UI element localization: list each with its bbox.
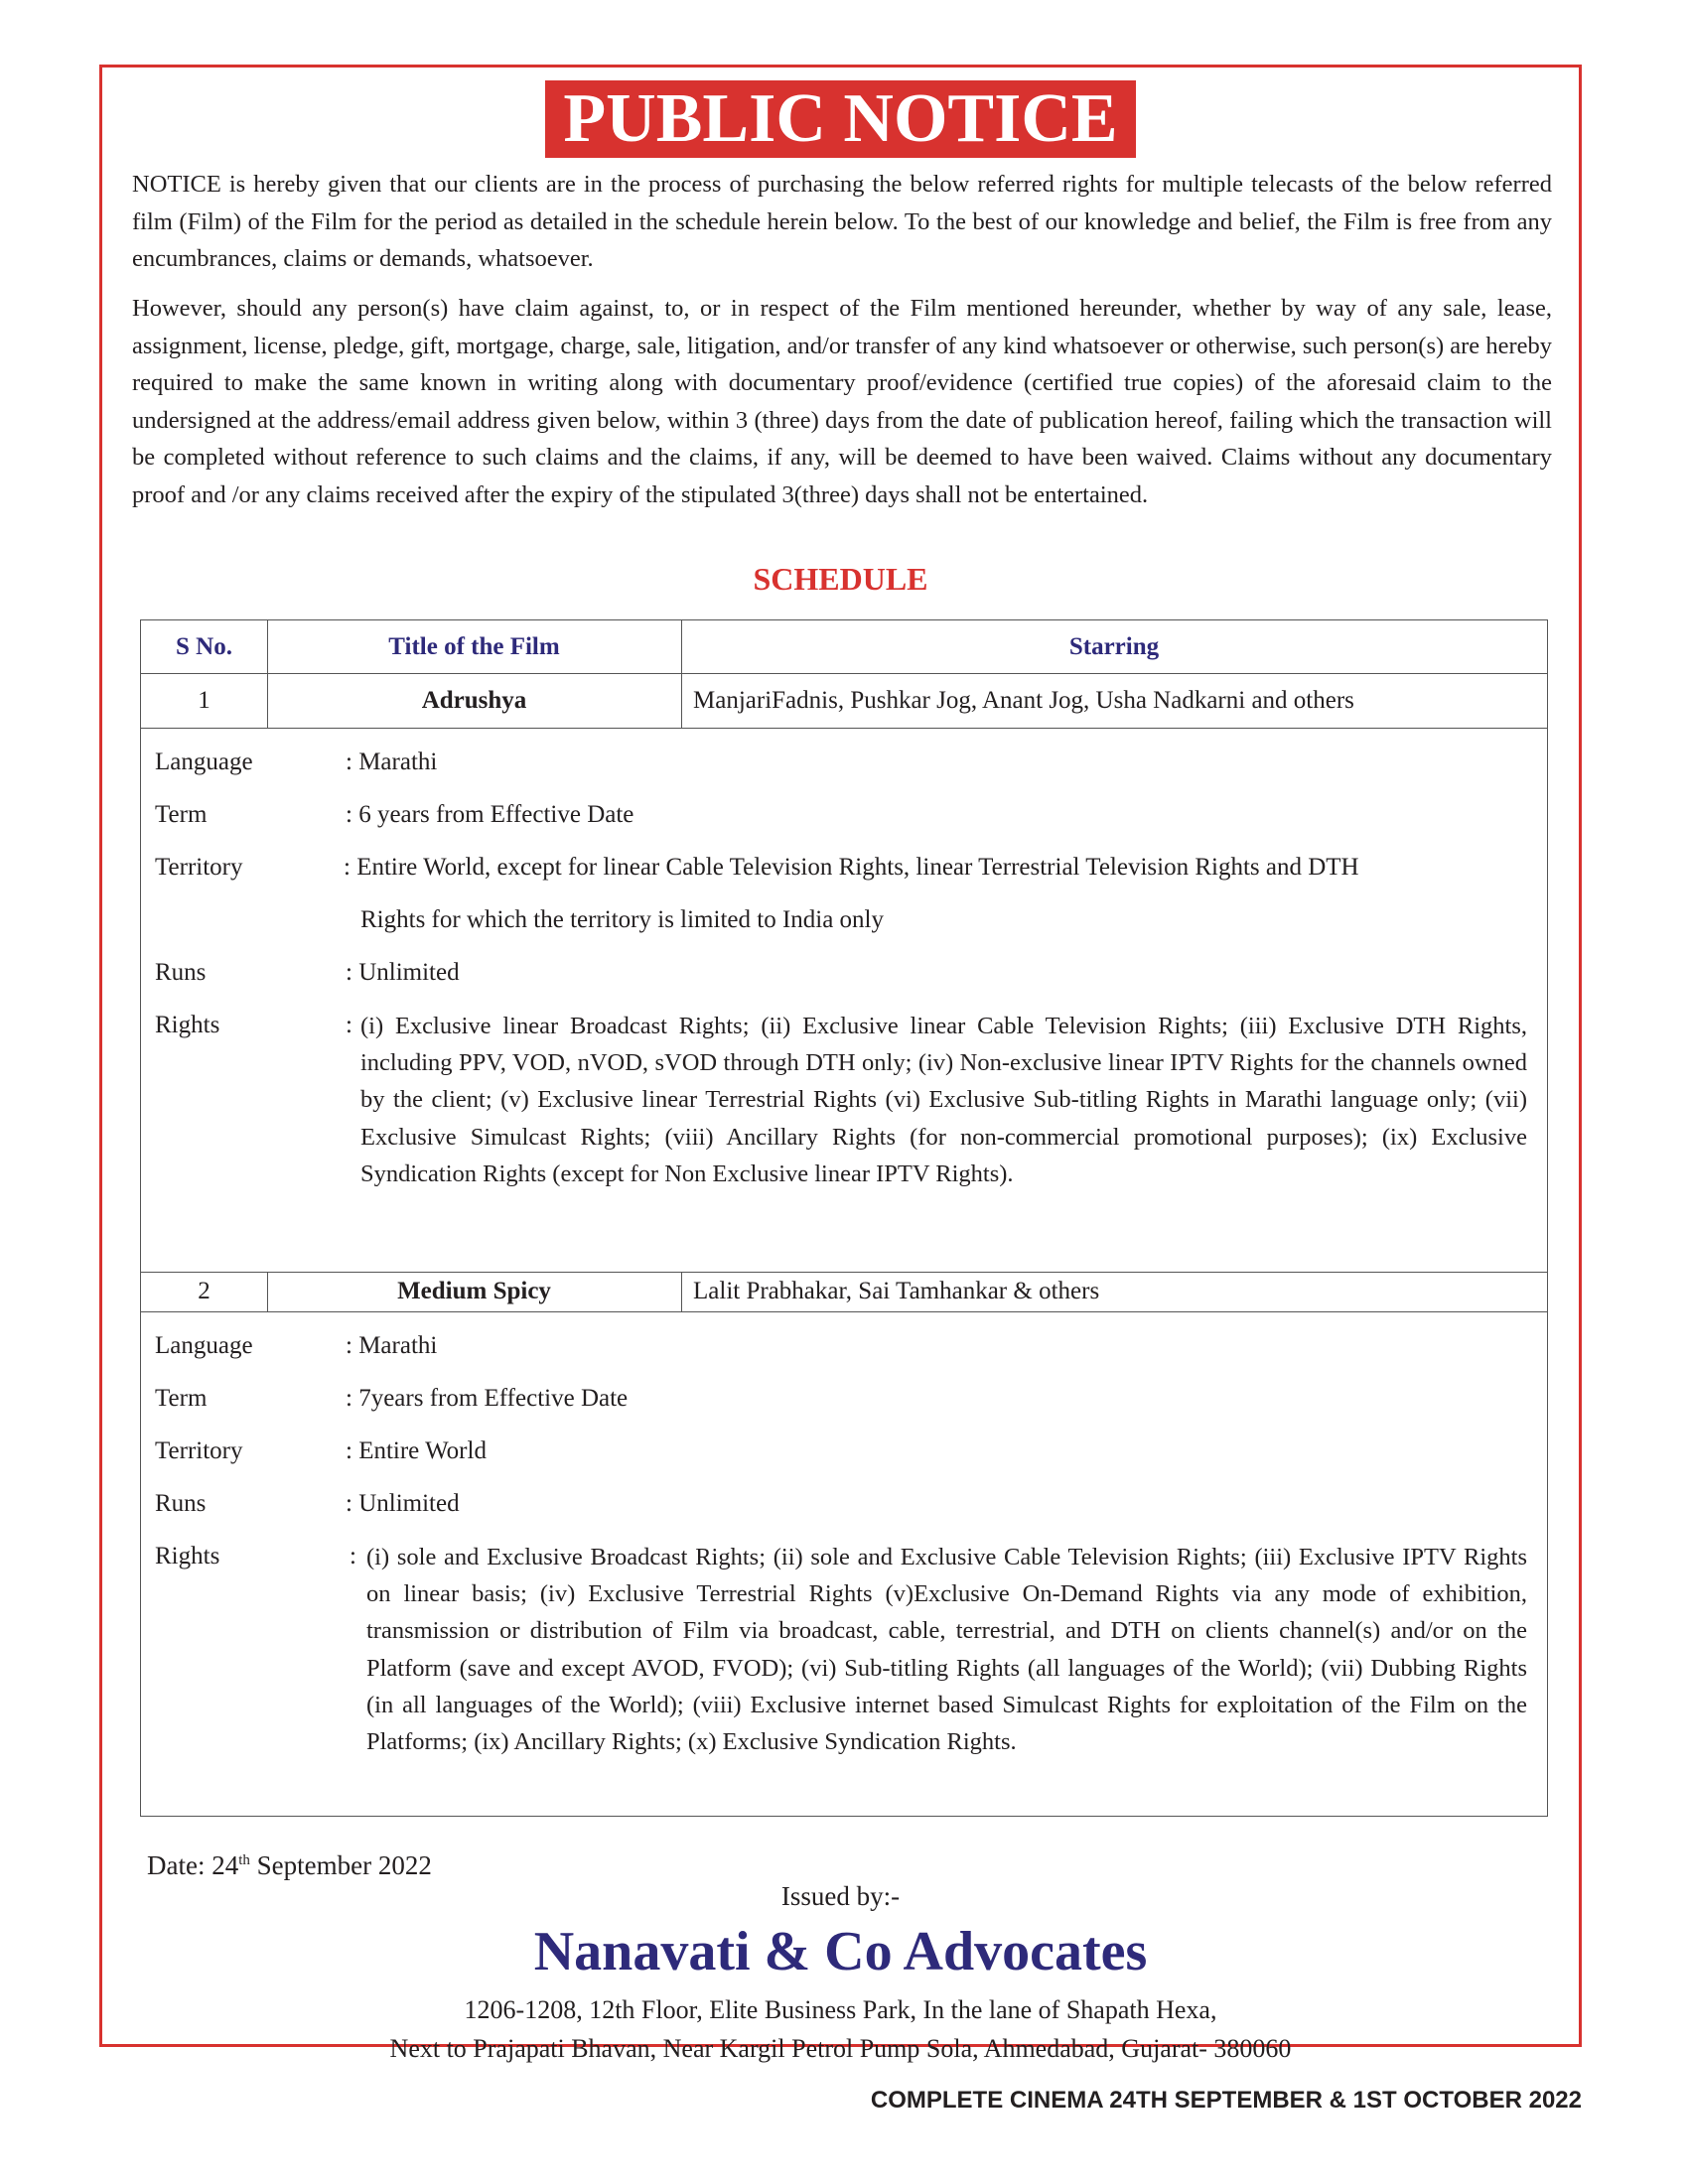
film-1-starring: ManjariFadnis, Pushkar Jog, Anant Jog, Usha Nadkarni and others <box>693 687 1354 714</box>
column-header-starring: Starring <box>1068 633 1160 660</box>
column-header-sno: S No. <box>176 633 232 660</box>
table-rule <box>141 1272 1547 1273</box>
notice-paragraph-1: NOTICE is hereby given that our clients are in the process of purchasing the below referred rights for multiple telecasts of the below referred film (Film) of the Film for the period as detailed in the schedule herein below. To the best of our knowledge and belief, the Film is free from any encumbrances, claims or demands, whatsoever. <box>132 171 1552 273</box>
schedule-table <box>140 619 1548 1817</box>
film-1-rights-colon: : <box>346 1012 352 1038</box>
film-2-territory: : Entire World <box>346 1437 487 1464</box>
film-2-starring: Lalit Prabhakar, Sai Tamhankar & others <box>693 1278 1100 1304</box>
film-1-sno: 1 <box>198 687 211 714</box>
notice-title: PUBLIC NOTICE <box>545 80 1135 158</box>
film-2-runs: : Unlimited <box>346 1490 460 1517</box>
film-1-territory-line1: : Entire World, except for linear Cable Television Rights, linear Terrestrial Television Rights and DTH <box>344 854 1359 881</box>
film-1-rights: (i) Exclusive linear Broadcast Rights; (ii) Exclusive linear Cable Television Rights; (iii) Exclusive DTH Rights, including PPV, VOD, nVOD, sVOD through DTH only; (iv) Non-exclusive linear IPTV Rights for the channels owned by the client; (v) Exclusive linear Terrestrial Rights (vi) Exclusive Sub-titling Rights in Marathi language only; (vii) Exclusive Simulcast Rights; (viii) Ancillary Rights (for non-commercial promotional purposes); (ix) Exclusive Syndication Rights (except for Non Exclusive linear IPTV Rights). <box>360 1013 1527 1187</box>
film-2-territory-label: Territory <box>155 1437 243 1464</box>
film-1-term-label: Term <box>155 801 208 828</box>
address-line-2: Next to Prajapati Bhavan, Near Kargil Petrol Pump Sola, Ahmedabad, Gujarat- 380060 <box>389 2034 1292 2063</box>
notice-frame <box>99 65 1582 2063</box>
film-2-sno: 2 <box>198 1278 211 1304</box>
notice-paragraph-2: However, should any person(s) have claim against, to, or in respect of the Film mentioned hereunder, whether by way of any sale, lease, assignment, license, pledge, gift, mortgage, charge, sale, litigation, and/or transfer of any kind whatsoever or otherwise, such person(s) are hereby required to make the same known in writing along with documentary proof/evidence (certified true copies) of the aforesaid claim to the undersigned at the address/email address given below, within 3 (three) days from the date of publication hereof, failing which the transaction will be completed without reference to such claims and the claims, if any, will be deemed to have been waived. Claims without any documentary proof and /or any claims received after the expiry of the stipulated 3(three) days shall not be entertained. <box>132 295 1552 508</box>
film-2-rights: (i) sole and Exclusive Broadcast Rights; (ii) sole and Exclusive Cable Television Rights; (iii) Exclusive IPTV Rights on linear basis; (iv) Exclusive Terrestrial Rights (v)Exclusive On-Demand Rights via any mode of exhibition, transmission or distribution of Film via broadcast, cable, terrestrial, and DTH on clients channel(s) and/or on the Platform (save and except AVOD, FVOD); (vi) Sub-titling Rights (all languages of the World); (vii) Dubbing Rights (in all languages of the World); (viii) Exclusive internet based Simulcast Rights for exploitation of the Film on the Platforms; (ix) Ancillary Rights; (x) Exclusive Syndication Rights. <box>366 1544 1527 1756</box>
issued-by: Issued by:- <box>780 1881 901 1911</box>
firm-name: Nanavati & Co Advocates <box>533 1921 1148 1982</box>
date-prefix: Date: 24 <box>147 1850 239 1880</box>
film-2-language: : Marathi <box>346 1332 438 1359</box>
address-line-1: 1206-1208, 12th Floor, Elite Business Park, In the lane of Shapath Hexa, <box>464 1995 1217 2024</box>
film-2-runs-label: Runs <box>155 1490 207 1517</box>
film-1-territory-line2: Rights for which the territory is limited to India only <box>360 906 885 933</box>
film-1-term: : 6 years from Effective Date <box>346 801 634 828</box>
film-1-runs: : Unlimited <box>346 959 460 986</box>
table-rule <box>681 1272 682 1311</box>
film-1-title: Adrushya <box>421 687 527 714</box>
date-suffix-ordinal: th <box>238 1852 250 1868</box>
table-rule <box>141 728 1547 729</box>
column-header-title: Title of the Film <box>388 633 560 660</box>
film-1-territory-label: Territory <box>155 854 243 881</box>
film-2-rights-label: Rights <box>155 1543 220 1570</box>
film-2-title: Medium Spicy <box>397 1278 551 1304</box>
film-1-language-label: Language <box>155 749 253 775</box>
table-rule <box>141 1311 1547 1312</box>
film-2-language-label: Language <box>155 1332 253 1359</box>
notice-date <box>147 1844 432 1881</box>
film-1-language: : Marathi <box>346 749 438 775</box>
film-1-rights-label: Rights <box>155 1012 220 1038</box>
table-rule <box>141 673 1547 674</box>
schedule-title: SCHEDULE <box>753 561 928 597</box>
film-1-runs-label: Runs <box>155 959 207 986</box>
date-month-year: September 2022 <box>249 1850 432 1880</box>
title-wrap <box>102 80 1579 158</box>
film-2-rights-colon: : <box>350 1543 356 1570</box>
film-2-term-label: Term <box>155 1385 208 1412</box>
publication-footer: COMPLETE CINEMA 24TH SEPTEMBER & 1ST OCTOBER 2022 <box>870 2087 1582 2114</box>
film-2-term: : 7years from Effective Date <box>346 1385 629 1412</box>
